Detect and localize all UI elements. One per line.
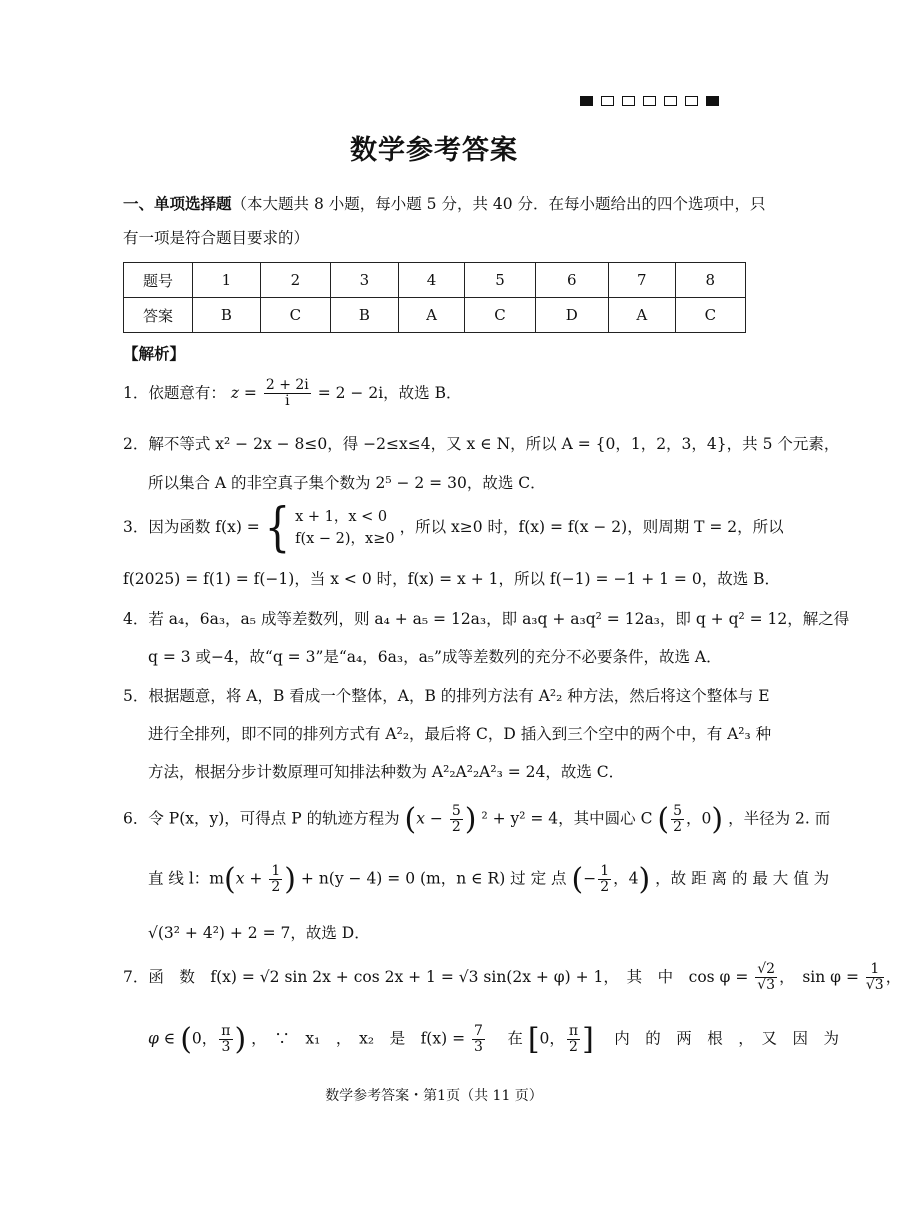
mark-empty	[643, 96, 656, 106]
table-cell: A	[608, 298, 675, 333]
math: x −	[416, 809, 443, 828]
header-marks	[580, 96, 719, 106]
numerator: π	[221, 1022, 231, 1039]
mark-empty	[685, 96, 698, 106]
analysis-label: 【解析】	[123, 345, 186, 363]
case: x + 1，x < 0	[295, 509, 388, 525]
fraction	[269, 864, 282, 896]
table-row	[124, 298, 746, 333]
fraction	[567, 1024, 580, 1056]
text: 0，	[191, 1029, 218, 1048]
paren: )	[234, 1022, 247, 1057]
solution-5-line-3: 方法，根据分步计数原理可知排法种数为 A²₂A²₂A²₃ = 24，故选 C．	[148, 763, 625, 781]
fraction	[219, 1024, 232, 1056]
numerator: 5	[451, 802, 461, 819]
cases	[295, 506, 395, 550]
denominator: 2	[451, 819, 461, 835]
numerator: √2	[757, 961, 776, 977]
answer-table	[123, 262, 746, 333]
section-desc-2: 有一项是符合题目要求的）	[123, 229, 310, 247]
math: x +	[235, 869, 263, 888]
denominator: 2	[673, 819, 683, 835]
text: ， sin φ =	[779, 967, 859, 986]
paren: )	[464, 802, 477, 837]
table-cell: D	[535, 298, 608, 333]
table-cell: C	[675, 298, 745, 333]
text: ，0	[686, 809, 712, 828]
numerator: 2 + 2i	[265, 377, 309, 393]
section-desc: （本大题共 8 小题，每小题 5 分，共 40 分．在每小题给出的四个选项中，只	[231, 195, 766, 213]
solution-5-line-2: 进行全排列，即不同的排列方式有 A²₂，最后将 C，D 插入到三个空中的两个中，有 A²₃ 种	[148, 725, 772, 743]
row-label: 答案	[124, 298, 193, 333]
fraction	[866, 962, 884, 994]
denominator: 2	[569, 1039, 578, 1055]
solution-3-line-2: f(2025) = f(1) = f(−1)，当 x < 0 时，f(x) = x + 1，所以 f(−1) = −1 + 1 = 0，故选 B．	[123, 570, 781, 588]
row-label: 题号	[124, 263, 193, 298]
table-cell: 6	[535, 263, 608, 298]
text: 7．函 数 f(x) = √2 sin 2x + cos 2x + 1 = √3 sin(2x + φ) + 1， 其 中 cos φ =	[123, 967, 749, 986]
text: = 2 − 2i，故选 B．	[317, 383, 462, 402]
table-cell: 8	[675, 263, 745, 298]
table-cell: 2	[260, 263, 330, 298]
text: + n(y − 4) = 0 (m，n ∈ R) 过 定 点	[300, 869, 567, 888]
bracket: ]	[582, 1022, 594, 1057]
text: ，4	[613, 869, 639, 888]
solution-4-line-2: q = 3 或−4，故“q = 3”是“a₄，6a₃，a₅”成等差数列的充分不必要条件，故选 A．	[148, 648, 722, 666]
mark-empty	[664, 96, 677, 106]
text: −	[583, 869, 597, 888]
text: ，半径为 2. 而	[728, 809, 831, 828]
text: 3．因为函数 f(x) =	[123, 518, 260, 536]
table-cell: 5	[465, 263, 535, 298]
case: f(x − 2)，x≥0	[295, 531, 395, 547]
math: φ ∈	[148, 1029, 176, 1048]
solution-7-line-1	[123, 962, 901, 994]
bracket: [	[527, 1022, 540, 1057]
solution-7-line-2	[148, 1022, 839, 1057]
text: 在	[491, 1029, 523, 1048]
fraction	[598, 864, 611, 896]
text: ，所以 x≥0 时，f(x) = f(x − 2)，则周期 T = 2，所以	[399, 518, 784, 536]
solution-3-line-1	[123, 498, 784, 558]
solution-2-line-1: 2．解不等式 x² − 2x − 8≤0，得 −2≤x≤4，又 x ∈ N，所以 A = {0，1，2，3，4}，共 5 个元素，	[123, 435, 840, 453]
solution-5-line-1: 5．根据题意，将 A，B 看成一个整体，A，B 的排列方法有 A²₂ 种方法，然后将这个整体与 E	[123, 687, 770, 705]
text: ， ∵ x₁ ， x₂ 是 f(x) =	[251, 1029, 466, 1048]
numerator: 5	[673, 802, 683, 819]
denominator: 3	[221, 1039, 231, 1055]
numerator: π	[568, 1022, 579, 1039]
paren: (	[224, 862, 236, 897]
fraction	[755, 962, 777, 994]
solution-4-line-1: 4．若 a₄，6a₃，a₅ 成等差数列，则 a₄ + a₅ = 12a₃，即 a₃q + a₃q² = 12a₃，即 q + q² = 12，解之得	[123, 610, 850, 628]
text: ，	[885, 967, 901, 986]
mark-empty	[601, 96, 614, 106]
fraction	[472, 1024, 485, 1056]
paren: (	[657, 802, 670, 837]
solution-6-line-2	[148, 862, 829, 897]
paren: (	[180, 1022, 192, 1057]
numerator: 1	[271, 862, 281, 879]
table-cell: 3	[330, 263, 398, 298]
denominator: i	[285, 393, 290, 410]
solution-1	[123, 378, 461, 410]
paren: )	[638, 862, 651, 897]
fraction	[671, 804, 684, 836]
numerator: 1	[600, 862, 610, 879]
math: z =	[230, 383, 257, 402]
page-title: 数学参考答案	[350, 135, 518, 166]
table-cell: C	[260, 298, 330, 333]
section-title: 一、单项选择题	[123, 195, 232, 213]
text: ，故 距 离 的 最 大 值 为	[655, 869, 830, 888]
page-footer: 数学参考答案・第1页（共 11 页）	[325, 1088, 543, 1104]
paren: (	[404, 802, 417, 837]
mark-filled	[580, 96, 593, 106]
mark-empty	[622, 96, 635, 106]
table-cell: C	[465, 298, 535, 333]
text: 0，	[539, 1029, 565, 1048]
mark-filled	[706, 96, 719, 106]
numerator: 1	[866, 962, 884, 978]
fraction	[264, 378, 311, 410]
table-cell: 1	[193, 263, 261, 298]
paren: )	[711, 802, 724, 837]
table-cell: 4	[398, 263, 465, 298]
table-cell: B	[193, 298, 261, 333]
text: 6．令 P(x，y)，可得点 P 的轨迹方程为	[123, 809, 400, 828]
table-cell: B	[330, 298, 398, 333]
text: 直 线 l：m	[148, 869, 225, 888]
paren: (	[571, 862, 584, 897]
fraction	[450, 804, 463, 836]
table-cell: A	[398, 298, 465, 333]
denominator: √3	[757, 977, 776, 994]
solution-6-line-1	[123, 802, 830, 837]
text: 1．依题意有：	[123, 383, 226, 402]
section-heading	[123, 193, 766, 215]
paren: )	[284, 862, 296, 897]
denominator: 3	[474, 1039, 483, 1055]
brace: {	[264, 498, 291, 558]
solution-2-line-2: 所以集合 A 的非空真子集个数为 2⁵ − 2 = 30，故选 C．	[148, 474, 546, 492]
solution-6-line-3: √(3² + 4²) + 2 = 7，故选 D．	[148, 924, 370, 942]
text: 内 的 两 根 ， 又 因 为	[598, 1029, 840, 1048]
table-row	[124, 263, 746, 298]
table-cell: 7	[608, 263, 675, 298]
denominator: √3	[865, 977, 884, 994]
text: ² + y² = 4，其中圆心 C	[481, 809, 653, 828]
denominator: 2	[271, 879, 281, 895]
denominator: 2	[600, 879, 610, 895]
numerator: 7	[474, 1022, 483, 1039]
